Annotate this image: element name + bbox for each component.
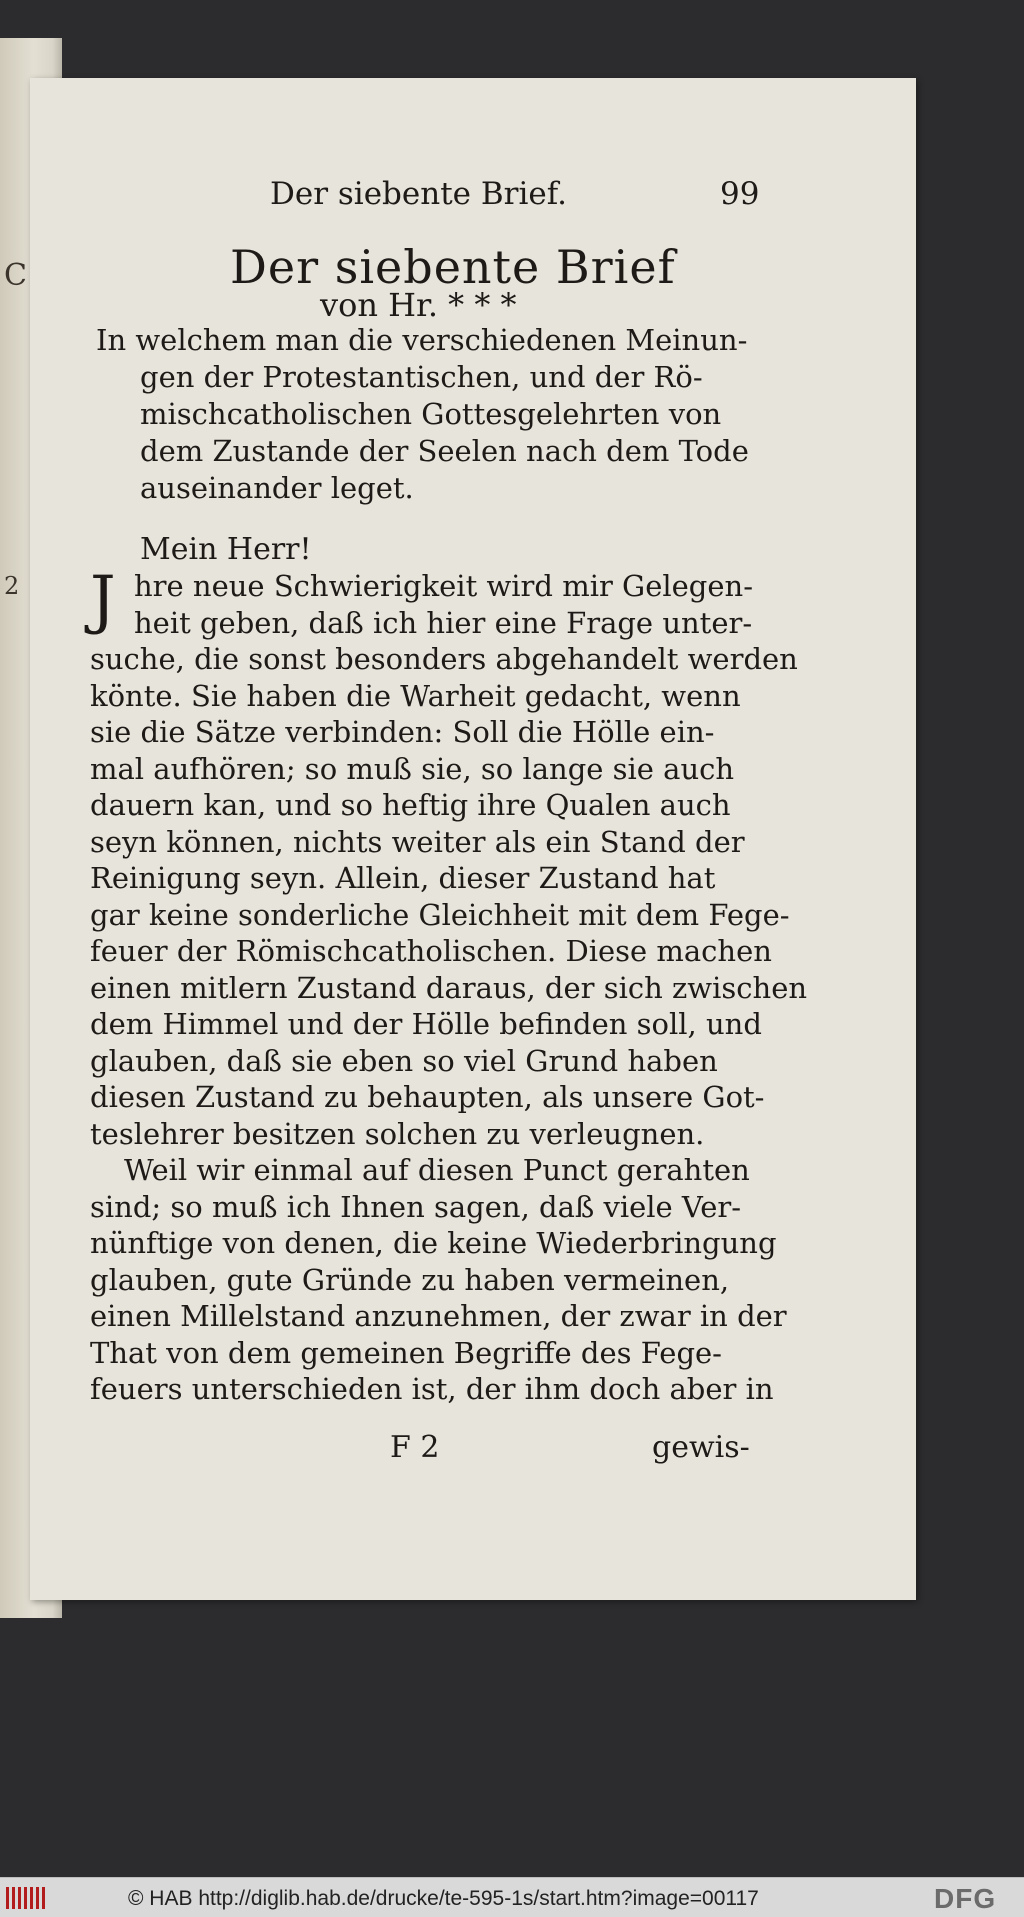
summary-line: gen der Protestantischen, und der Rö- <box>140 360 703 394</box>
letter-summary <box>96 322 786 507</box>
body-line: Weil wir einmal auf diesen Punct gerahten <box>124 1153 750 1187</box>
body-line: gar keine sonderliche Gleichheit mit dem Fege- <box>90 897 790 932</box>
body-line: teslehrer besitzen solchen zu verleugnen. <box>90 1116 705 1151</box>
body-line: suche, die sonst besonders abgehandelt werden <box>90 642 798 676</box>
summary-line: In welchem man die verschiedenen Meinun- <box>96 323 748 357</box>
body-line: sie die Sätze verbinden: Soll die Hölle ein- <box>90 715 715 749</box>
catchword: gewis- <box>652 1430 750 1465</box>
hab-logo-icon <box>6 1887 46 1909</box>
letter-author: von Hr. * * * <box>320 286 517 324</box>
body-line: glauben, gute Gründe zu haben vermeinen, <box>90 1262 730 1297</box>
salutation: Mein Herr! <box>140 532 312 567</box>
summary-line: auseinander leget. <box>140 471 414 505</box>
body-line: einen mitlern Zustand daraus, der sich zwischen <box>90 970 808 1005</box>
body-line: heit geben, daß ich hier eine Frage unter- <box>134 605 753 640</box>
summary-line: mischcatholischen Gottesgelehrten von <box>140 397 722 431</box>
body-line: einen Millelstand anzunehmen, der zwar in der <box>90 1299 787 1333</box>
body-line: könte. Sie haben die Warheit gedacht, wenn <box>90 678 741 713</box>
body-line: sind; so muß ich Ihnen sagen, daß viele Ver- <box>90 1189 742 1224</box>
copyright-link[interactable]: © HAB http://diglib.hab.de/drucke/te-595-1s/start.htm?image=00117 <box>128 1887 759 1910</box>
signature-mark: F 2 <box>390 1430 440 1465</box>
drop-initial: J <box>90 563 116 637</box>
body-line: feuer der Römischcatholischen. Diese machen <box>90 934 772 968</box>
facing-page-glyph: C <box>4 258 27 293</box>
body-line: dauern kan, und so heftig ihre Qualen auch <box>90 788 731 822</box>
body-line: seyn können, nichts weiter als ein Stand der <box>90 824 745 859</box>
body-line: dem Himmel und der Hölle befinden soll, und <box>90 1007 762 1041</box>
body-line: mal aufhören; so muß sie, so lange sie auch <box>90 751 735 786</box>
body-text <box>90 563 808 1408</box>
running-head: Der siebente Brief. <box>270 176 567 212</box>
copyright-footer <box>0 1877 1024 1917</box>
letter-title: Der siebente Brief <box>230 240 676 294</box>
body-line: hre neue Schwierigkeit wird mir Gelegen- <box>134 569 754 603</box>
book-page <box>30 78 916 1600</box>
page-number: 99 <box>720 176 760 212</box>
dfg-logo: DFG <box>934 1883 997 1914</box>
body-line: glauben, daß sie eben so viel Grund haben <box>90 1043 718 1078</box>
facing-page-glyph: 2 <box>4 572 20 600</box>
body-line: That von dem gemeinen Begriffe des Fege- <box>90 1335 722 1370</box>
body-line: nünftige von denen, die keine Wiederbringung <box>90 1226 777 1260</box>
summary-line: dem Zustande der Seelen nach dem Tode <box>140 434 749 468</box>
body-line: feuers unterschieden ist, der ihm doch aber in <box>90 1372 774 1406</box>
body-line: Reinigung seyn. Allein, dieser Zustand hat <box>90 861 716 895</box>
body-line: diesen Zustand zu behaupten, als unsere Got- <box>90 1080 765 1114</box>
